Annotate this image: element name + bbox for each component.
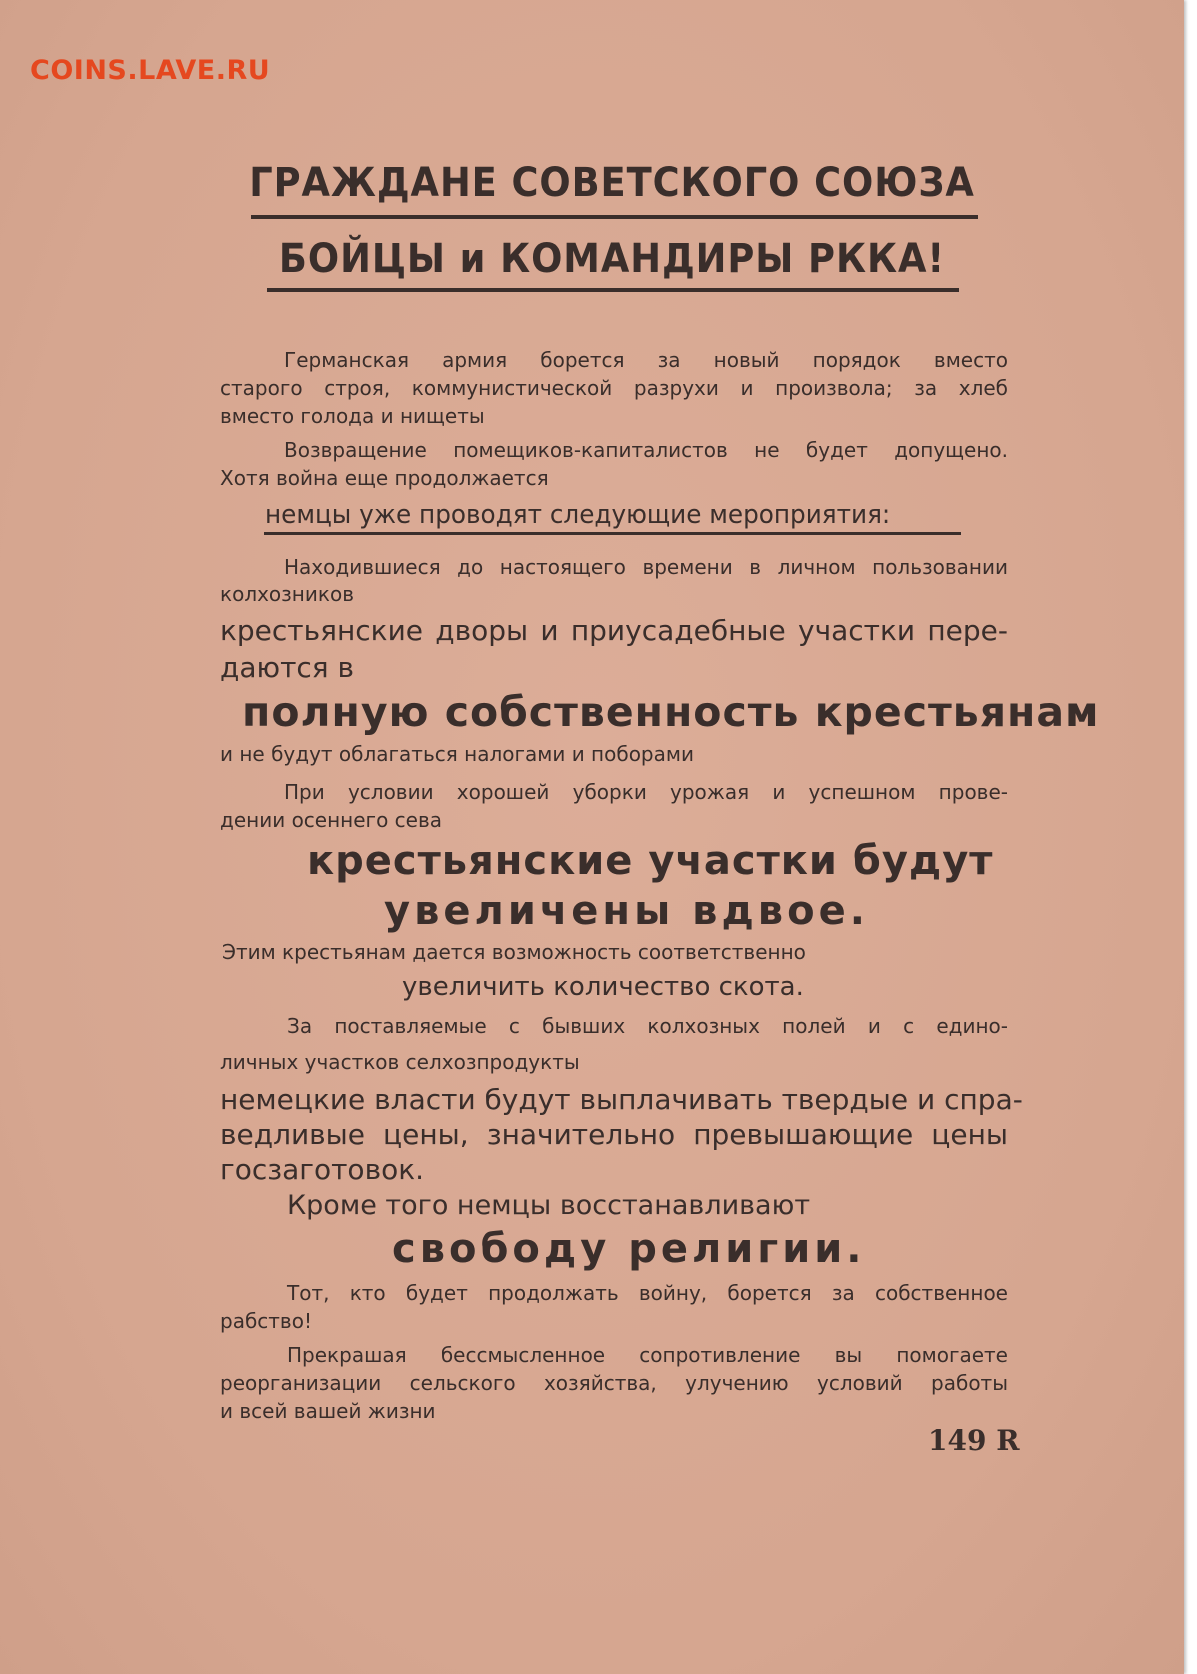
- text-line: госзаготовок.: [220, 1153, 425, 1186]
- large-text-line: крестьянские участки будут: [307, 838, 994, 884]
- text-line: Прекрашая бессмысленное сопротивление вы помогаете: [287, 1343, 1008, 1367]
- text-line: При условии хорошей уборки урожая и успешном прове-: [284, 780, 1008, 804]
- text-line: увеличить количество скота.: [402, 972, 804, 1002]
- text-line: ведливые цены, значительно превышающие цены: [220, 1118, 1008, 1151]
- text-line: Кроме того немцы восстанавливают: [287, 1190, 811, 1221]
- emphasis-line: немцы уже проводят следующие мероприятия:: [265, 500, 891, 530]
- text-line: дении осеннего сева: [220, 808, 443, 832]
- text-line: даются в: [220, 651, 355, 684]
- text-line: немецкие власти будут выплачивать твердые и спра-: [220, 1083, 1023, 1116]
- text-line: и всей вашей жизни: [220, 1399, 436, 1423]
- heading-line-2: БОЙЦЫ и КОМАНДИРЫ РККА!: [278, 236, 946, 282]
- watermark: COINS.LAVE.RU: [30, 55, 271, 86]
- heading-line-1: ГРАЖДАНЕ СОВЕТСКОГО СОЮЗА: [249, 160, 975, 206]
- text-line: и не будут облагаться налогами и поборами: [220, 742, 694, 766]
- heading-underline-2: [267, 288, 959, 292]
- text-line: Возвращение помещиков-капиталистов не будет допущено.: [284, 438, 1008, 462]
- emphasis-underline: [264, 532, 961, 535]
- text-line: Тот, кто будет продолжать войну, борется за собственное: [287, 1281, 1008, 1305]
- text-line: рабство!: [220, 1309, 312, 1333]
- large-text-line: увеличены вдвое.: [384, 888, 869, 934]
- text-line: За поставляемые с бывших колхозных полей и с едино-: [287, 1014, 1008, 1038]
- text-line: Этим крестьянам дается возможность соответственно: [222, 940, 806, 964]
- large-text-line: свободу религии.: [392, 1226, 866, 1272]
- text-line: колхозников: [220, 582, 354, 606]
- text-line: старого строя, коммунистической разрухи и произвола; за хлеб: [220, 376, 1008, 400]
- heading-underline-1: [251, 215, 978, 219]
- large-text-line: полную собственность крестьянам: [242, 688, 1100, 736]
- text-line: реорганизации сельского хозяйства, улучению условий работы: [220, 1371, 1008, 1395]
- text-line: Германская армия борется за новый порядок вместо: [284, 348, 1008, 372]
- text-line: крестьянские дворы и приусадебные участки пере-: [220, 614, 1008, 647]
- leaflet-code: 149 R: [928, 1424, 1020, 1457]
- text-line: Хотя война еще продолжается: [220, 466, 549, 490]
- text-line: вместо голода и нищеты: [220, 404, 485, 428]
- text-line: личных участков селхозпродукты: [220, 1050, 580, 1074]
- text-line: Находившиеся до настоящего времени в личном пользовании: [284, 555, 1008, 579]
